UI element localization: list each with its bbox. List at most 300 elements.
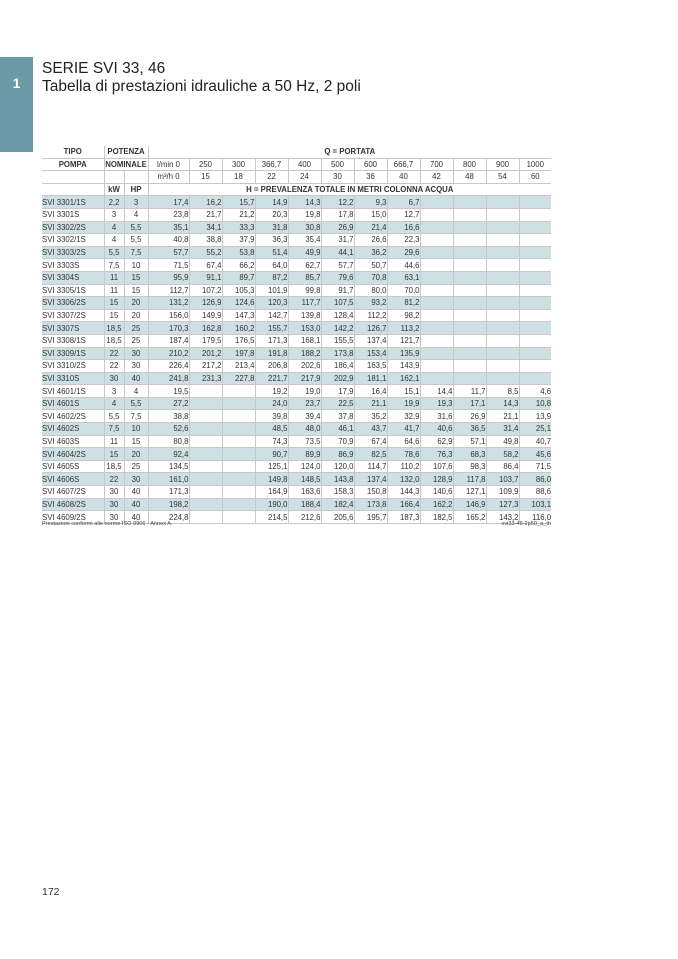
head-cell: 19,9 [387, 397, 420, 410]
head-cell: 40,8 [148, 234, 189, 247]
head-cell [453, 271, 486, 284]
head-cell: 68,3 [453, 448, 486, 461]
head-cell: 109,9 [486, 486, 519, 499]
head-cell: 44,1 [321, 246, 354, 259]
hp-cell: 3 [124, 196, 148, 209]
head-cell: 13,9 [519, 410, 551, 423]
head-cell: 10,8 [519, 397, 551, 410]
head-cell: 22,5 [321, 397, 354, 410]
head-cell: 144,3 [387, 486, 420, 499]
hp-cell: 5,5 [124, 397, 148, 410]
head-cell: 217,2 [189, 360, 222, 373]
head-cell [453, 259, 486, 272]
model-cell: SVI 4601S [42, 397, 104, 410]
head-cell [189, 435, 222, 448]
head-cell [189, 410, 222, 423]
head-cell: 46,1 [321, 423, 354, 436]
head-cell [420, 284, 453, 297]
head-cell: 17,4 [148, 196, 189, 209]
head-cell: 53,8 [222, 246, 255, 259]
head-cell: 147,3 [222, 309, 255, 322]
head-cell: 210,2 [148, 347, 189, 360]
head-cell: 40,6 [420, 423, 453, 436]
head-cell [486, 271, 519, 284]
kw-cell: 22 [104, 347, 124, 360]
head-cell: 116,0 [519, 511, 551, 524]
model-cell: SVI 3307S [42, 322, 104, 335]
head-cell: 41,7 [387, 423, 420, 436]
head-cell: 40,7 [519, 435, 551, 448]
m3h-value: 48 [453, 171, 486, 184]
m3h-value: 15 [189, 171, 222, 184]
kw-cell: 30 [104, 486, 124, 499]
head-cell [486, 322, 519, 335]
head-cell: 112,2 [354, 309, 387, 322]
model-cell: SVI 3302/1S [42, 234, 104, 247]
head-cell: 44,6 [387, 259, 420, 272]
head-cell: 33,3 [222, 221, 255, 234]
head-cell: 162,8 [189, 322, 222, 335]
head-cell: 195,7 [354, 511, 387, 524]
head-cell: 205,6 [321, 511, 354, 524]
head-cell: 85,7 [288, 271, 321, 284]
head-cell: 182,4 [321, 498, 354, 511]
head-cell: 148,5 [288, 473, 321, 486]
head-cell: 132,0 [387, 473, 420, 486]
m3h-value: 22 [255, 171, 288, 184]
head-cell [222, 511, 255, 524]
hp-cell: 10 [124, 259, 148, 272]
lmin-value: 1000 [519, 158, 551, 171]
head-cell [486, 284, 519, 297]
head-cell [420, 196, 453, 209]
head-cell [420, 221, 453, 234]
model-cell: SVI 3306/2S [42, 297, 104, 310]
head-cell: 165,2 [453, 511, 486, 524]
head-cell: 153,4 [354, 347, 387, 360]
head-cell: 93,2 [354, 297, 387, 310]
table-row [42, 473, 551, 486]
head-cell: 9,3 [354, 196, 387, 209]
head-cell: 182,5 [420, 511, 453, 524]
lmin-unit: l/min 0 [148, 158, 189, 171]
head-cell: 19,8 [288, 208, 321, 221]
head-cell: 51,4 [255, 246, 288, 259]
kw-cell: 5,5 [104, 410, 124, 423]
head-cell: 38,8 [148, 410, 189, 423]
head-cell: 37,8 [321, 410, 354, 423]
head-cell: 181,1 [354, 372, 387, 385]
head-cell: 57,7 [148, 246, 189, 259]
hp-cell: 20 [124, 297, 148, 310]
model-cell: SVI 3308/1S [42, 334, 104, 347]
head-cell: 163,6 [288, 486, 321, 499]
portata-label: Q = PORTATA [148, 146, 551, 158]
head-cell: 15,1 [387, 385, 420, 398]
head-cell: 107,6 [420, 460, 453, 473]
kw-cell: 18,5 [104, 322, 124, 335]
head-cell: 16,6 [387, 221, 420, 234]
head-cell: 103,1 [519, 498, 551, 511]
head-cell [519, 309, 551, 322]
head-cell: 67,4 [189, 259, 222, 272]
head-cell: 12,2 [321, 196, 354, 209]
head-cell [189, 473, 222, 486]
head-cell [222, 486, 255, 499]
head-cell: 101,9 [255, 284, 288, 297]
head-cell: 90,7 [255, 448, 288, 461]
lmin-value: 800 [453, 158, 486, 171]
kw-cell: 18,5 [104, 460, 124, 473]
head-cell: 142,2 [321, 322, 354, 335]
head-cell: 231,3 [189, 372, 222, 385]
head-cell: 224,8 [148, 511, 189, 524]
head-cell [486, 246, 519, 259]
model-cell: SVI 4605S [42, 460, 104, 473]
head-cell [453, 360, 486, 373]
footnote: Prestazioni conformi alle norme ISO 9906 - Annex A. [42, 521, 173, 527]
head-cell: 29,6 [387, 246, 420, 259]
head-cell: 17,8 [321, 208, 354, 221]
head-cell: 155,5 [321, 334, 354, 347]
table-row [42, 196, 551, 209]
model-cell: SVI 4609/2S [42, 511, 104, 524]
kw-cell: 7,5 [104, 259, 124, 272]
table-row [42, 334, 551, 347]
head-cell: 170,3 [148, 322, 189, 335]
table-row [42, 309, 551, 322]
head-cell: 21,1 [486, 410, 519, 423]
head-cell [222, 498, 255, 511]
table-row [42, 259, 551, 272]
head-cell [486, 372, 519, 385]
head-cell: 171,3 [148, 486, 189, 499]
head-cell: 62,9 [420, 435, 453, 448]
head-cell [453, 322, 486, 335]
model-cell: SVI 3302/2S [42, 221, 104, 234]
head-cell: 86,9 [321, 448, 354, 461]
head-cell: 16,4 [354, 385, 387, 398]
head-cell: 139,8 [288, 309, 321, 322]
head-cell: 149,9 [189, 309, 222, 322]
head-cell: 49,9 [288, 246, 321, 259]
head-cell: 26,9 [453, 410, 486, 423]
head-cell: 35,1 [148, 221, 189, 234]
model-cell: SVI 3309/1S [42, 347, 104, 360]
head-cell: 127,1 [453, 486, 486, 499]
head-cell: 31,8 [255, 221, 288, 234]
head-cell: 226,4 [148, 360, 189, 373]
table-row [42, 347, 551, 360]
head-cell [222, 460, 255, 473]
head-cell: 55,2 [189, 246, 222, 259]
head-cell: 92,4 [148, 448, 189, 461]
kw-cell: 4 [104, 397, 124, 410]
head-cell [519, 234, 551, 247]
head-cell: 31,6 [420, 410, 453, 423]
m3h-value: 18 [222, 171, 255, 184]
head-cell [189, 460, 222, 473]
kw-cell: 3 [104, 385, 124, 398]
head-cell: 120,0 [321, 460, 354, 473]
head-cell: 30,8 [288, 221, 321, 234]
page-title [42, 60, 361, 96]
hp-cell: 10 [124, 423, 148, 436]
head-cell: 23,8 [148, 208, 189, 221]
hp-cell: 20 [124, 309, 148, 322]
head-cell: 188,4 [288, 498, 321, 511]
head-cell: 63,1 [387, 271, 420, 284]
head-cell: 31,4 [486, 423, 519, 436]
head-cell: 121,7 [387, 334, 420, 347]
head-cell: 91,7 [321, 284, 354, 297]
head-cell: 146,9 [453, 498, 486, 511]
head-cell: 70,9 [321, 435, 354, 448]
head-cell [222, 385, 255, 398]
head-cell [519, 360, 551, 373]
head-cell: 64,6 [387, 435, 420, 448]
table-row [42, 372, 551, 385]
head-cell: 98,3 [453, 460, 486, 473]
prevalenza-label: H = PREVALENZA TOTALE IN METRI COLONNA ACQUA [148, 183, 551, 196]
head-cell: 39,4 [288, 410, 321, 423]
head-cell [189, 397, 222, 410]
hp-cell: 25 [124, 460, 148, 473]
head-cell [420, 322, 453, 335]
head-cell: 137,4 [354, 473, 387, 486]
head-cell: 202,9 [321, 372, 354, 385]
kw-cell: 2,2 [104, 196, 124, 209]
m3h-value: 30 [321, 171, 354, 184]
head-cell: 15,0 [354, 208, 387, 221]
head-cell: 212,6 [288, 511, 321, 524]
head-cell: 140,6 [420, 486, 453, 499]
potenza-label: POTENZA [104, 146, 148, 158]
head-cell [519, 334, 551, 347]
head-cell: 214,5 [255, 511, 288, 524]
table-row [42, 246, 551, 259]
head-cell: 23,7 [288, 397, 321, 410]
head-cell [486, 208, 519, 221]
header-row-2 [42, 158, 551, 171]
header-row-1 [42, 146, 551, 158]
model-cell: SVI 4602/2S [42, 410, 104, 423]
head-cell: 12,7 [387, 208, 420, 221]
model-cell: SVI 3307/2S [42, 309, 104, 322]
head-cell: 21,1 [354, 397, 387, 410]
head-cell: 206,8 [255, 360, 288, 373]
hp-cell: 40 [124, 372, 148, 385]
head-cell: 19,3 [420, 397, 453, 410]
head-cell: 155,7 [255, 322, 288, 335]
head-cell: 21,7 [189, 208, 222, 221]
head-cell [189, 511, 222, 524]
table-row [42, 271, 551, 284]
hp-cell: 4 [124, 208, 148, 221]
table-row [42, 234, 551, 247]
model-cell: SVI 4606S [42, 473, 104, 486]
head-cell [420, 271, 453, 284]
head-cell [222, 435, 255, 448]
head-cell: 39,8 [255, 410, 288, 423]
m3h-value: 54 [486, 171, 519, 184]
hp-cell: 15 [124, 435, 148, 448]
model-cell: SVI 3305/1S [42, 284, 104, 297]
head-cell: 35,4 [288, 234, 321, 247]
lmin-value: 400 [288, 158, 321, 171]
head-cell: 87,2 [255, 271, 288, 284]
head-cell: 142,7 [255, 309, 288, 322]
head-cell [189, 423, 222, 436]
head-cell: 98,2 [387, 309, 420, 322]
head-cell [453, 284, 486, 297]
head-cell: 128,4 [321, 309, 354, 322]
kw-cell: 4 [104, 234, 124, 247]
hp-cell: 30 [124, 347, 148, 360]
hp-cell: 15 [124, 271, 148, 284]
head-cell: 14,9 [255, 196, 288, 209]
head-cell: 137,4 [354, 334, 387, 347]
head-cell [486, 347, 519, 360]
table-row [42, 498, 551, 511]
head-cell: 15,7 [222, 196, 255, 209]
head-cell [519, 372, 551, 385]
tipo-label: TIPO [42, 146, 104, 158]
pompa-label: POMPA [42, 158, 104, 171]
header-row-4 [42, 183, 551, 196]
head-cell: 164,9 [255, 486, 288, 499]
head-cell: 162,2 [420, 498, 453, 511]
head-cell: 36,5 [453, 423, 486, 436]
head-cell [519, 246, 551, 259]
head-cell [222, 423, 255, 436]
section-tab [0, 57, 33, 152]
table-row [42, 385, 551, 398]
m3h-value: 24 [288, 171, 321, 184]
head-cell: 201,2 [189, 347, 222, 360]
head-cell: 143,8 [321, 473, 354, 486]
head-cell [189, 486, 222, 499]
head-cell [189, 448, 222, 461]
model-cell: SVI 4604/2S [42, 448, 104, 461]
head-cell: 176,5 [222, 334, 255, 347]
head-cell [519, 347, 551, 360]
model-cell: SVI 4608/2S [42, 498, 104, 511]
head-cell: 66,2 [222, 259, 255, 272]
head-cell: 103,7 [486, 473, 519, 486]
head-cell: 11,7 [453, 385, 486, 398]
head-cell: 160,2 [222, 322, 255, 335]
head-cell: 27,2 [148, 397, 189, 410]
head-cell: 21,4 [354, 221, 387, 234]
kw-cell: 7,5 [104, 423, 124, 436]
head-cell: 135,9 [387, 347, 420, 360]
model-cell: SVI 4607/2S [42, 486, 104, 499]
head-cell [486, 297, 519, 310]
head-cell: 95,9 [148, 271, 189, 284]
head-cell: 126,7 [354, 322, 387, 335]
table-row [42, 221, 551, 234]
model-cell: SVI 4603S [42, 435, 104, 448]
head-cell [519, 284, 551, 297]
head-cell [420, 246, 453, 259]
hp-cell: 20 [124, 448, 148, 461]
m3h-value: 60 [519, 171, 551, 184]
head-cell: 19,5 [148, 385, 189, 398]
hp-label: HP [124, 183, 148, 196]
table-row [42, 322, 551, 335]
head-cell: 156,0 [148, 309, 189, 322]
head-cell: 124,0 [288, 460, 321, 473]
head-cell [453, 196, 486, 209]
nominale-label: NOMINALE [105, 159, 147, 169]
head-cell [486, 196, 519, 209]
head-cell: 88,6 [519, 486, 551, 499]
head-cell: 99,8 [288, 284, 321, 297]
kw-cell: 15 [104, 448, 124, 461]
head-cell: 25,1 [519, 423, 551, 436]
performance-table [42, 146, 551, 524]
head-cell: 58,2 [486, 448, 519, 461]
head-cell: 32,9 [387, 410, 420, 423]
head-cell [222, 473, 255, 486]
head-cell: 20,3 [255, 208, 288, 221]
head-cell: 50,7 [354, 259, 387, 272]
head-cell [420, 297, 453, 310]
head-cell: 162,1 [387, 372, 420, 385]
table-row [42, 410, 551, 423]
head-cell: 125,1 [255, 460, 288, 473]
model-cell: SVI 4601/1S [42, 385, 104, 398]
lmin-value: 600 [354, 158, 387, 171]
head-cell: 117,7 [288, 297, 321, 310]
table-row [42, 486, 551, 499]
head-cell: 71,5 [519, 460, 551, 473]
head-cell: 14,3 [288, 196, 321, 209]
head-cell [420, 309, 453, 322]
head-cell [420, 347, 453, 360]
head-cell: 150,8 [354, 486, 387, 499]
head-cell: 80,0 [354, 284, 387, 297]
head-cell: 22,3 [387, 234, 420, 247]
hp-cell: 15 [124, 284, 148, 297]
head-cell: 113,2 [387, 322, 420, 335]
head-cell: 38,8 [189, 234, 222, 247]
head-cell [222, 448, 255, 461]
model-cell: SVI 3303/2S [42, 246, 104, 259]
head-cell: 70,8 [354, 271, 387, 284]
table-row [42, 297, 551, 310]
head-cell: 186,4 [321, 360, 354, 373]
head-cell: 82,5 [354, 448, 387, 461]
head-cell: 57,7 [321, 259, 354, 272]
head-cell [486, 234, 519, 247]
head-cell: 117,8 [453, 473, 486, 486]
head-cell: 91,1 [189, 271, 222, 284]
head-cell: 217,9 [288, 372, 321, 385]
head-cell: 161,0 [148, 473, 189, 486]
head-cell [420, 234, 453, 247]
head-cell [486, 221, 519, 234]
hp-cell: 7,5 [124, 246, 148, 259]
head-cell: 48,0 [288, 423, 321, 436]
section-number: 1 [12, 75, 21, 91]
hp-cell: 40 [124, 511, 148, 524]
head-cell: 213,4 [222, 360, 255, 373]
head-cell: 173,8 [321, 347, 354, 360]
header-row-3 [42, 171, 551, 184]
table-row [42, 360, 551, 373]
